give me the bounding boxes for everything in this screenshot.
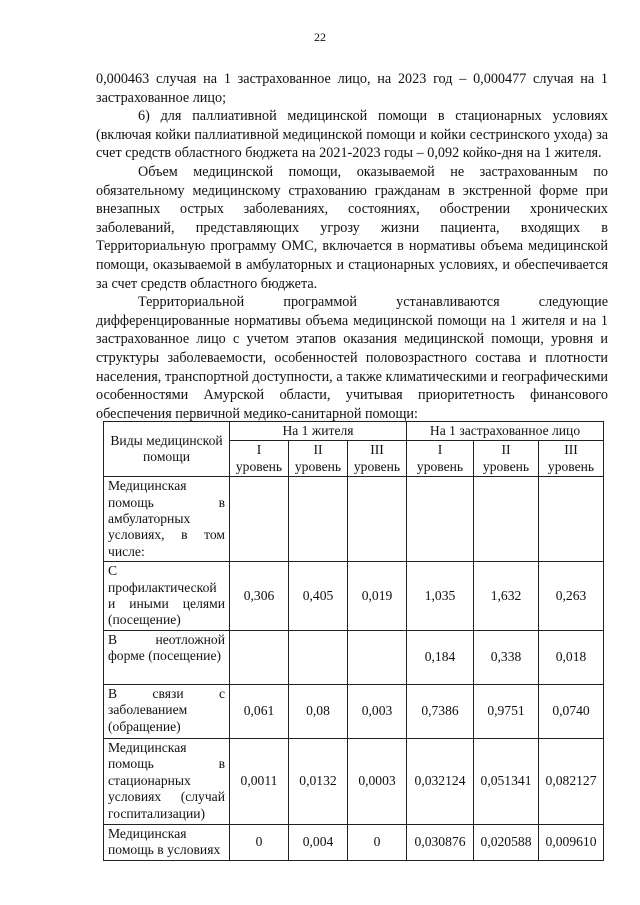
- value-cell: 0,030876: [407, 824, 474, 860]
- value-cell: 0,184: [407, 630, 474, 684]
- value-cell: 0,08: [289, 684, 348, 738]
- paragraph: Объем медицинской помощи, оказываемой не застрахованным по обязательному медицинскому страхованию гражданам в экстренной форме при внезапных острых заболеваниях, состояниях, обострении хронических заболеваний, представляющих угрозу жизни пациента, входящих в Территориальную программу ОМС, включается в нормативы объема медицинской помощи, оказываемой в амбулаторных и стационарных условиях, и обеспечивается за счет средств областного бюджета.: [96, 163, 608, 292]
- table-row: [104, 562, 604, 631]
- value-cell: 0,019: [348, 562, 407, 631]
- value-cell: 0,018: [539, 630, 604, 684]
- document-body: [96, 70, 608, 423]
- value-cell: [230, 477, 289, 562]
- norms-table: [103, 421, 604, 861]
- table-row: [104, 684, 604, 738]
- value-cell: [474, 477, 539, 562]
- value-cell: 0,009610: [539, 824, 604, 860]
- header-type-cell: Виды медицинской помощи: [104, 422, 230, 477]
- row-label: В неотложной форме (посещение): [104, 630, 230, 684]
- level-header: II уровень: [289, 441, 348, 477]
- value-cell: [348, 630, 407, 684]
- level-header: I уровень: [407, 441, 474, 477]
- value-cell: 1,035: [407, 562, 474, 631]
- paragraph: 0,000463 случая на 1 застрахованное лицо, на 2023 год – 0,000477 случая на 1 застрахованное лицо;: [96, 71, 608, 106]
- value-cell: 0: [348, 824, 407, 860]
- value-cell: 0,405: [289, 562, 348, 631]
- value-cell: 0,051341: [474, 738, 539, 824]
- table-row: [104, 630, 604, 684]
- row-label: С профилактической и иными целями (посещение): [104, 562, 230, 631]
- header-group-insured: На 1 застрахованное лицо: [407, 422, 604, 441]
- level-header: III уровень: [539, 441, 604, 477]
- value-cell: 0: [230, 824, 289, 860]
- paragraph: 6) для паллиативной медицинской помощи в стационарных условиях (включая койки паллиативной медицинской помощи и койки сестринского ухода) за счет средств областного бюджета на 2021-2023 годы – 0,092 койко-дня на 1 жителя.: [96, 108, 608, 162]
- table-row: [104, 477, 604, 562]
- table-header-row: [104, 422, 604, 441]
- row-label: В связи с заболеванием (обращение): [104, 684, 230, 738]
- row-label: Медицинская помощь в условиях: [104, 824, 230, 860]
- value-cell: 0,032124: [407, 738, 474, 824]
- value-cell: 0,061: [230, 684, 289, 738]
- level-header: I уровень: [230, 441, 289, 477]
- value-cell: 0,0003: [348, 738, 407, 824]
- table-row: [104, 824, 604, 860]
- value-cell: [289, 477, 348, 562]
- value-cell: [289, 630, 348, 684]
- page-number: 22: [314, 30, 326, 44]
- value-cell: 0,0011: [230, 738, 289, 824]
- level-header: II уровень: [474, 441, 539, 477]
- paragraph: Территориальной программой устанавливаются следующие дифференцированные нормативы объема медицинской помощи на 1 жителя и на 1 застрахованное лицо с учетом этапов оказания медицинской помощи, уровня и структуры заболеваемости, особенностей половозрастного состава и плотности населения, транспортной доступности, а также климатическими и географическими особенностями Амурской области, учитывая приоритетность финансового обеспечения первичной медико-санитарной помощи:: [96, 294, 608, 422]
- value-cell: 0,0740: [539, 684, 604, 738]
- value-cell: 0,082127: [539, 738, 604, 824]
- header-group-resident: На 1 жителя: [230, 422, 407, 441]
- value-cell: 0,338: [474, 630, 539, 684]
- value-cell: [539, 477, 604, 562]
- value-cell: 0,020588: [474, 824, 539, 860]
- value-cell: 0,263: [539, 562, 604, 631]
- value-cell: 0,004: [289, 824, 348, 860]
- row-label: Медицинская помощь в стационарных условиях (случай госпитализации): [104, 738, 230, 824]
- value-cell: [230, 630, 289, 684]
- value-cell: 0,306: [230, 562, 289, 631]
- value-cell: [348, 477, 407, 562]
- value-cell: 0,003: [348, 684, 407, 738]
- value-cell: [407, 477, 474, 562]
- value-cell: 0,0132: [289, 738, 348, 824]
- value-cell: 0,9751: [474, 684, 539, 738]
- value-cell: 1,632: [474, 562, 539, 631]
- level-header: III уровень: [348, 441, 407, 477]
- table-row: [104, 738, 604, 824]
- row-label: Медицинская помощь в амбулаторных условиях, в том числе:: [104, 477, 230, 562]
- value-cell: 0,7386: [407, 684, 474, 738]
